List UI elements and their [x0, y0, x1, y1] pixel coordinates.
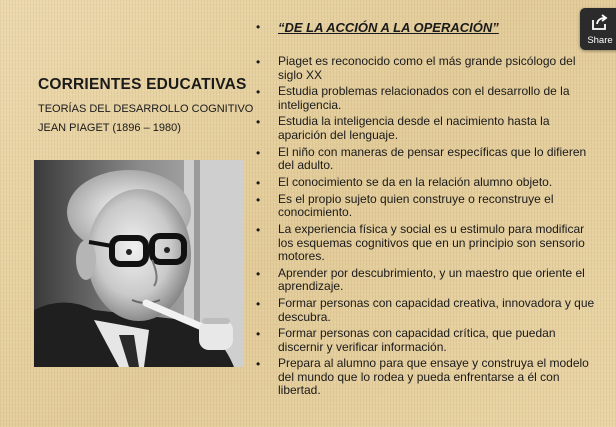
bullet-icon: • [256, 55, 261, 69]
list-item [252, 146, 596, 173]
slide-heading-row [252, 20, 499, 36]
list-item [252, 85, 596, 112]
portrait-illustration [34, 160, 244, 367]
portrait-photo [34, 160, 244, 367]
bullet-icon: • [256, 20, 261, 34]
list-item-text: Aprender por descubrimiento, y un maestro que oriente el aprendizaje. [278, 265, 585, 294]
bullet-icon: • [256, 296, 261, 311]
list-item [252, 193, 596, 220]
bullet-icon: • [256, 85, 261, 100]
list-item-text: Formar personas con capacidad creativa, innovadora y que descubra. [278, 295, 595, 324]
list-item-text: Estudia problemas relacionados con el desarrollo de la inteligencia. [278, 84, 570, 112]
bullet-list [252, 55, 596, 401]
slide-heading: “DE LA ACCIÓN A LA OPERACIÓN” [278, 20, 499, 35]
bullet-icon: • [256, 192, 261, 207]
list-item [252, 327, 596, 354]
bullet-icon: • [256, 222, 261, 237]
share-arrow-icon [591, 13, 609, 31]
slide-title: CORRIENTES EDUCATIVAS [38, 76, 247, 93]
list-item [252, 223, 596, 264]
list-item-text: El niño con maneras de pensar específicas que lo difieren del adulto. [278, 144, 587, 173]
bullet-icon: • [256, 327, 261, 342]
list-item [252, 176, 596, 190]
bullet-icon: • [256, 145, 261, 160]
list-item-text: Piaget es reconocido como el más grande psicólogo del siglo XX [278, 54, 576, 82]
list-item-text: Formar personas con capacidad crítica, que puedan discernir y verificar información. [278, 326, 556, 354]
slide-subtitle-theories: TEORÍAS DEL DESARROLLO COGNITIVO [38, 103, 254, 115]
bullet-icon: • [256, 357, 261, 372]
list-item-text: Estudia la inteligencia desde el nacimiento hasta la aparición del lenguaje. [278, 114, 550, 142]
list-item-text: La experiencia física y social es u estimulo para modificar los esquemas cognitivos que en un principio son sensorio motores. [278, 221, 585, 264]
bullet-icon: • [256, 266, 261, 281]
list-item [252, 357, 596, 398]
slide-right-column [252, 0, 616, 427]
slide-subtitle-author: JEAN PIAGET (1896 – 1980) [38, 122, 181, 134]
share-label: Share [587, 35, 613, 46]
list-item [252, 267, 596, 294]
bullet-icon: • [256, 175, 261, 190]
list-item [252, 297, 596, 324]
list-item [252, 115, 596, 142]
list-item-text: Es el propio sujeto quien construye o reconstruye el conocimiento. [278, 191, 554, 220]
list-item [252, 55, 596, 82]
slide-left-column [0, 0, 254, 427]
list-item-text: El conocimiento se da en la relación alumno objeto. [278, 174, 553, 189]
list-item-text: Prepara al alumno para que ensaye y construya el modelo del mundo que lo rodea y pueda enfrentarse a él con libertad. [278, 356, 589, 398]
share-button[interactable] [580, 8, 616, 50]
bullet-icon: • [256, 115, 261, 130]
